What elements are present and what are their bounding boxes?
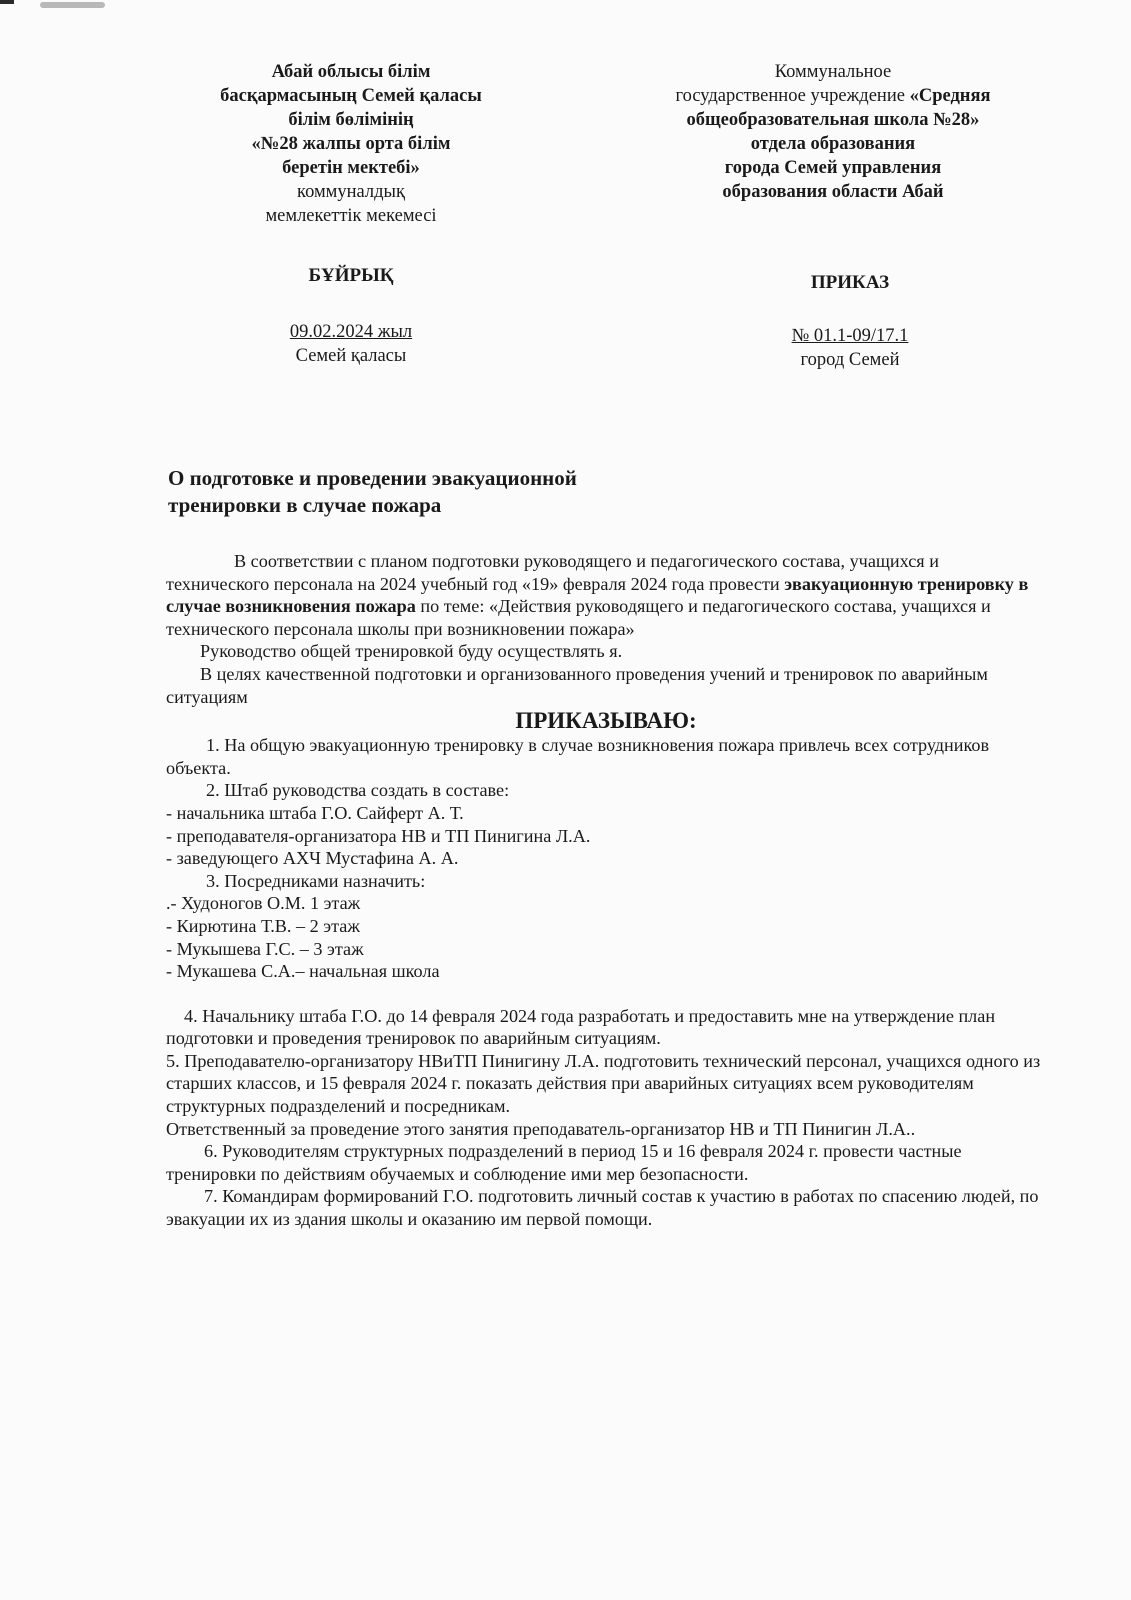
subject-line: тренировки в случае пожара	[168, 493, 442, 517]
number-block-ru	[680, 324, 1020, 372]
order-item-note: Ответственный за проведение этого занятия преподаватель-организатор НВ и ТП Пинигин Л.А..	[166, 1118, 916, 1139]
scan-artifact	[0, 0, 14, 4]
document-number: № 01.1-09/17.1	[791, 326, 909, 346]
list-item: - Мукашева С.А.– начальная школа	[166, 961, 440, 982]
header-kz-line: коммуналдық	[297, 182, 405, 202]
order-item: 3. Посредниками назначить:	[206, 870, 426, 891]
document-date: 09.02.2024 жыл	[289, 322, 413, 342]
city-ru: город Семей	[800, 350, 900, 370]
preamble-text: В соответствии с планом подготовки руководящего и педагогического состава, учащихся и технического персонала на 2024 учебный год «19» февраля 2024 года провести	[166, 551, 939, 594]
order-heading: ПРИКАЗЫВАЮ:	[515, 708, 697, 734]
list-item: - заведующего АХЧ Мустафина А. А.	[166, 848, 459, 869]
header-kz-line: басқармасының Семей қаласы	[220, 86, 482, 106]
header-kz-line: беретін мектебі»	[282, 158, 420, 178]
list-item: - Мукышева Г.С. – 3 этаж	[166, 938, 364, 959]
scan-artifact	[40, 2, 105, 8]
city-kz: Семей қаласы	[295, 346, 407, 366]
header-kz-line: білім бөлімінің	[288, 110, 414, 130]
header-kz-line: Абай облысы білім	[271, 62, 431, 82]
preamble-paragraph	[166, 550, 1046, 640]
header-ru-text: «Средняя	[909, 86, 991, 106]
header-kz-line: «№28 жалпы орта білім	[251, 134, 451, 154]
list-item: - преподавателя-организатора НВ и ТП Пинигина Л.А.	[166, 825, 591, 846]
order-item: 5. Преподавателю-организатору НВиТП Пинигину Л.А. подготовить технический персонал, учащихся одного из старших классов, и 15 февраля 2024 г. показать действия при аварийных ситуациях всем руководителям структурных подразделений и посредникам.	[166, 1050, 1041, 1117]
header-ru-line: города Семей управления	[724, 158, 942, 178]
date-block-kz	[186, 320, 516, 368]
list-item: - Кирютина Т.В. – 2 этаж	[166, 915, 360, 936]
order-item: 1. На общую эвакуационную тренировку в случае возникновения пожара привлечь всех сотрудников объекта.	[166, 735, 990, 778]
order-item: 7. Командирам формирований Г.О. подготовить личный состав к участию в работах по спасению людей, по эвакуации их из здания школы и оказанию им первой помощи.	[166, 1186, 1039, 1230]
header-kz	[186, 60, 516, 228]
subject-line: О подготовке и проведении эвакуационной	[168, 466, 577, 490]
header-ru	[628, 60, 1038, 204]
header-ru-text: государственное учреждение	[675, 86, 910, 106]
document-subject	[168, 465, 768, 519]
doc-type-ru: ПРИКАЗ	[810, 272, 890, 293]
header-ru-line: общеобразовательная школа №28»	[686, 110, 980, 130]
order-item: 4. Начальнику штаба Г.О. до 14 февраля 2024 года разработать и предоставить мне на утверждение план подготовки и проведения тренировок по аварийным ситуациям.	[166, 1005, 996, 1049]
document-header	[0, 60, 1131, 250]
header-ru-line: Коммунальное	[774, 62, 892, 82]
preamble-paragraph: Руководство общей тренировкой буду осуществлять я.	[200, 641, 623, 662]
list-item: - начальника штаба Г.О. Сайферт А. Т.	[166, 802, 464, 823]
header-kz-line: мемлекеттік мекемесі	[265, 206, 437, 226]
list-item: .- Худоногов О.М. 1 этаж	[166, 893, 361, 914]
spacer	[166, 983, 1046, 1005]
header-ru-line	[628, 84, 1038, 108]
header-ru-line: отдела образования	[750, 134, 916, 154]
document-body	[166, 550, 1046, 1231]
order-item: 6. Руководителям структурных подразделений в период 15 и 16 февраля 2024 г. провести частные тренировки по действиям обучаемых и соблюдение ими мер безопасности.	[166, 1141, 962, 1184]
header-ru-line: образования области Абай	[722, 182, 944, 202]
order-item: 2. Штаб руководства создать в составе:	[206, 780, 510, 801]
doc-type-kz: БҰЙРЫҚ	[308, 265, 394, 286]
preamble-text: по теме: «Действия руководящего и педагогического состава, учащихся и технического персонала школы при возникновении пожара»	[166, 596, 991, 639]
preamble-bold-text: эвакуационную тренировку в случае возникновения пожара	[166, 573, 1029, 617]
preamble-paragraph: В целях качественной подготовки и организованного проведения учений и тренировок по аварийным ситуациям	[166, 663, 988, 707]
